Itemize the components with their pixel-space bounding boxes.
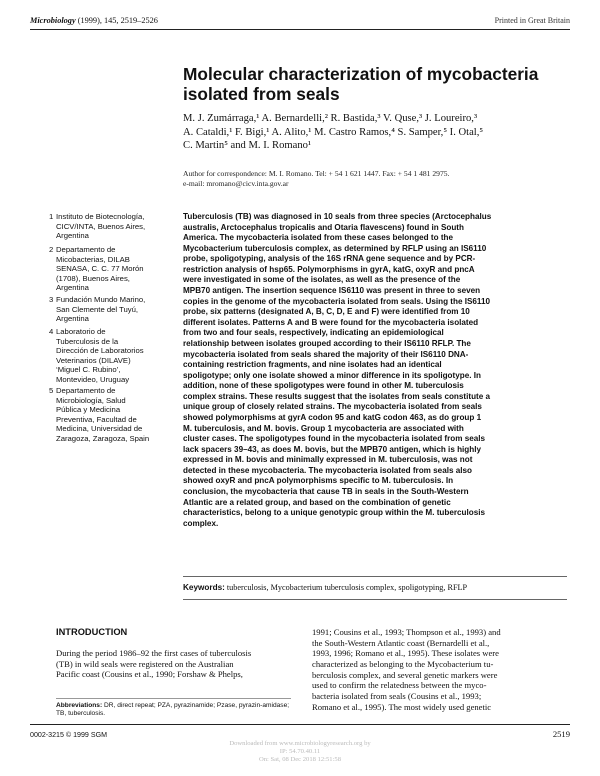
- abstract-line: expressed in M. bovis and minimally expressed in M. tuberculosis, was not: [183, 455, 473, 465]
- affiliation-line: Preventiva, Facultad de: [56, 414, 137, 424]
- download-watermark: [0, 740, 600, 765]
- intro-right-column: [312, 627, 569, 712]
- header-rule: [30, 29, 570, 30]
- abbreviations-note: [56, 698, 291, 719]
- intro-line: During the period 1986–92 the first cases of tuberculosis: [56, 648, 252, 658]
- keywords-label: Keywords:: [183, 583, 225, 592]
- running-header: [30, 16, 158, 25]
- affiliation-number: 2: [49, 245, 54, 254]
- intro-line: (TB) in wild seals were registered on the Australian: [56, 658, 234, 669]
- abstract-line: characteristics, belong to a unique genotypic group within the M. tuberculosis: [183, 508, 486, 518]
- abstract-line: MPB70 antigen. The insertion sequence IS6110 was present in three to seven: [183, 286, 481, 296]
- abstract-line: M. tuberculosis, and M. bovis. Group 1 mycobacteria are associated with: [183, 423, 464, 433]
- abstract: [183, 212, 567, 529]
- abstract-line: containing restriction fragments, and nine isolates had an identical: [183, 360, 442, 370]
- authors-line-1: M. J. Zumárraga,¹ A. Bernardelli,² R. Bastida,³ V. Quse,³ J. Loureiro,³: [183, 113, 478, 124]
- abstract-line: addition, none of these spoligotypes were found in other M. tuberculosis: [183, 381, 464, 391]
- affiliation-line: CICV/INTA, Buenos Aires,: [56, 221, 146, 231]
- affiliation-line: (1708), Buenos Aires,: [56, 273, 130, 283]
- abstract-line: Mycobacterium tuberculosis complex, as determined by RFLP using an IS6110: [183, 243, 487, 253]
- page-number: 2519: [552, 729, 570, 739]
- abbreviations-text: DR, direct repeat; PZA, pyrazinamide; Pzase, pyrazin-amidase; TB, tuberculosis.: [56, 702, 290, 718]
- intro-line: berculosis complex, and several genetic markers were: [312, 669, 498, 680]
- affiliation-line: Departamento de: [56, 245, 116, 254]
- affiliation-line: Microbiología, Salud: [56, 395, 126, 405]
- issn-copyright: 0002-3215 © 1999 SGM: [30, 731, 108, 739]
- affiliation-line: Argentina: [56, 231, 89, 241]
- authors-line-2: A. Cataldi,¹ F. Bigi,¹ A. Alito,¹ M. Castro Ramos,⁴ S. Samper,⁵ I. Otal,⁵: [183, 126, 484, 138]
- intro-left-column: [56, 648, 291, 680]
- intro-line: 1993, 1996; Romano et al., 1995). These isolates were: [312, 648, 499, 659]
- abstract-line: from two and four seals, respectively, indicating an epidemiological: [183, 328, 444, 338]
- title-line-2: isolated from seals: [183, 84, 340, 104]
- abstract-line: different isolates. Patterns A and B were found for the mycobacteria isolated: [183, 317, 479, 327]
- affiliation-line: Fundación Mundo Marino,: [56, 295, 146, 304]
- affiliation-line: Argentina: [56, 314, 89, 324]
- affiliation-line: Micobacterias, DILAB: [56, 254, 130, 264]
- affiliation-line: Pública y Medicina: [56, 405, 121, 415]
- abstract-line: unique group of closely related strains. The mycobacteria isolated from seals: [183, 402, 482, 412]
- abstract-line: spoligotype; only one isolate showed a minor difference in its spoligotype. In: [183, 370, 481, 380]
- authors-line-3: C. Martin⁵ and M. I. Romano¹: [183, 140, 312, 152]
- affiliation-line: Veterinarios (DILAVE): [56, 355, 131, 365]
- affiliation-number: 4: [49, 327, 54, 336]
- title-line-1: Molecular characterization of mycobacteria: [183, 64, 539, 84]
- affiliation-3: [49, 295, 178, 324]
- abstract-line: restriction analysis of hsp65. Polymorphisms in gyrA, katG, oxyR and pncA: [183, 264, 475, 274]
- intro-line: characterized as belonging to the Mycobacterium tu-: [312, 658, 494, 669]
- intro-line: Pacific coast (Cousins et al., 1990; Forshaw & Phelps,: [56, 669, 243, 680]
- affiliation-line: Dirección de Laboratorios: [56, 346, 144, 356]
- abstract-line: probe, six patterns (designated A, B, C, D, E and F) were identified from 10: [183, 307, 470, 317]
- abstract-line: lack spacers 39–43, as does M. bovis, but the MPB70 antigen, which is highly: [183, 444, 482, 454]
- journal-name: Microbiology: [30, 16, 76, 25]
- abstract-line: mycobacteria isolated from seals shared the majority of their IS6110 DNA-: [183, 349, 469, 359]
- intro-line: used to confirm the relatedness between the myco-: [312, 680, 487, 691]
- abstract-line: showed oxyR and pncA polymorphisms specific to M. tuberculosis. In: [183, 476, 454, 486]
- affiliation-number: 1: [49, 212, 54, 221]
- journal-citation: (1999), 145, 2519–2526: [75, 16, 158, 25]
- affiliation-line: Zaragoza, Zaragoza, Spain: [56, 433, 150, 443]
- abstract-line: showed polymorphisms at gyrA codon 95 and katG codon 463, as do group 1: [183, 412, 482, 422]
- affiliation-4: [49, 327, 178, 385]
- affiliation-2: [49, 245, 178, 293]
- abstract-line: conclusion, the mycobacteria that cause TB in seals in the South-Western: [183, 487, 469, 497]
- abstract-line: were investigated in some of the isolates, as well as the presence of the: [183, 275, 461, 285]
- abstract-line: complex.: [183, 518, 219, 528]
- correspondence-line-1: Author for correspondence: M. I. Romano. Tel: + 54 1 621 1447. Fax: + 54 1 481 2975.: [183, 169, 450, 178]
- affiliation-line: SENASA, C. C. 77 Morón: [56, 264, 144, 274]
- watermark-line-2: IP: 54.70.40.11: [279, 748, 321, 756]
- affiliation-line: Argentina: [56, 283, 89, 293]
- abstract-line: copies in the genome of the mycobacteria isolated from seals. Using the IS6110: [183, 296, 491, 306]
- affiliation-number: 3: [49, 295, 54, 304]
- correspondence: [183, 169, 449, 189]
- intro-line: Romano et al., 1995). The most widely used genetic: [312, 701, 492, 712]
- printed-in: Printed in Great Britain: [494, 16, 570, 25]
- abstract-line: probe, spoligotyping, analysis of the 16S rRNA gene sequence and by PCR-: [183, 254, 476, 264]
- affiliation-line: San Clemente del Tuyú,: [56, 304, 139, 314]
- affiliation-line: ‘Miguel C. Rubino’,: [56, 365, 121, 375]
- correspondence-email[interactable]: e-mail: mromano@cicv.inta.gov.ar: [183, 179, 289, 188]
- affiliation-1: [49, 212, 178, 241]
- watermark-line-1: Downloaded from www.microbiologyresearch.org by: [229, 740, 371, 747]
- abstract-line: complex strains. These results suggest that the isolates from seals constitute a: [183, 391, 491, 401]
- affiliation-number: 5: [49, 386, 54, 395]
- author-list: [183, 112, 568, 153]
- article-title: [183, 64, 563, 104]
- abstract-line: relationship between isolates grouped according to their IS6110 RFLP. The: [183, 338, 471, 348]
- abstract-line: America. The mycobacteria isolated from these cases belonged to the: [183, 233, 454, 243]
- watermark-line-3: On: Sat, 08 Dec 2018 12:51:58: [258, 756, 342, 764]
- abstract-line: detected in these mycobacteria. The mycobacteria isolated from seals also: [183, 465, 473, 475]
- affiliation-line: Medicina, Universidad de: [56, 424, 143, 434]
- intro-line: 1991; Cousins et al., 1993; Thompson et al., 1993) and: [312, 627, 501, 637]
- affiliation-line: Laboratorio de: [56, 327, 106, 336]
- keywords-box: [183, 576, 567, 600]
- abstract-line: cluster cases. The spoligotypes found in the mycobacteria isolated from seals: [183, 434, 486, 444]
- affiliation-line: Departamento de: [56, 386, 116, 395]
- abstract-line: australis, Arctocephalus tropicalis and Otaria flavescens) found in South: [183, 222, 464, 232]
- abbreviations-label: Abbreviations:: [56, 702, 103, 709]
- footer-rule: [30, 724, 570, 725]
- keywords-text: tuberculosis, Mycobacterium tuberculosis complex, spoligotyping, RFLP: [224, 583, 468, 592]
- affiliation-line: Instituto de Biotecnología,: [56, 212, 145, 221]
- intro-line: bacteria isolated from seals (Cousins et al., 1993;: [312, 690, 482, 701]
- abstract-line: Tuberculosis (TB) was diagnosed in 10 seals from three species (Arctocephalus: [183, 212, 492, 221]
- affiliation-5: [49, 386, 178, 444]
- section-heading-introduction: INTRODUCTION: [56, 627, 128, 637]
- affiliation-line: Montevideo, Uruguay: [56, 374, 130, 384]
- intro-line: the South-Western Atlantic coast (Bernardelli et al.,: [312, 637, 490, 648]
- abstract-line: Atlantic are a related group, and based on the combination of genetic: [183, 497, 451, 507]
- affiliation-line: Tuberculosis de la: [56, 336, 119, 346]
